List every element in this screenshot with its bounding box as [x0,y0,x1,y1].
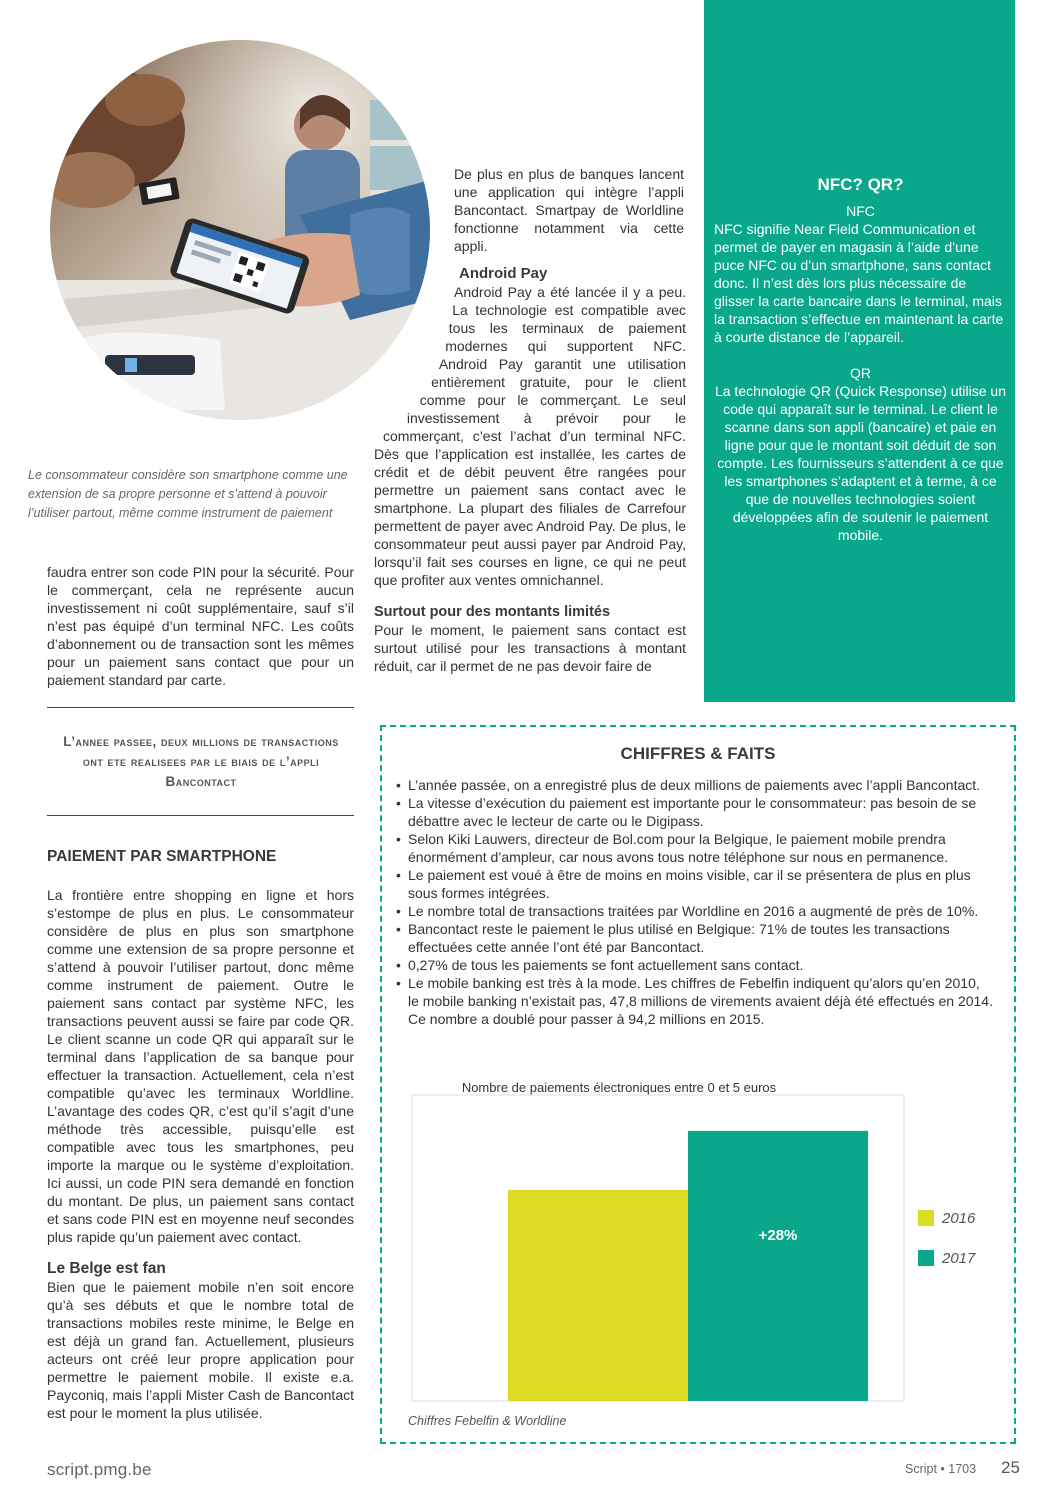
bar-2016 [508,1190,688,1401]
facts-item-text: Le mobile banking est très à la mode. Les chiffres de Febelfin indiquent qu’alors qu’en 2010, le mobile banking n’existait pas, 47,8 millions de virements avaient déjà été effectués en 2014. Ce nombre a doublé pour passer à 94,2 millions en 2015. [408,975,993,1027]
facts-list-item [394,920,994,956]
bullet-icon: • [396,795,401,811]
belge-paragraph: Bien que le paiement mobile n’en soit encore qu’à ses débuts et que le nombre total de transactions mobiles reste minime, le Belge en est déjà un grand fan. Actuellement, plusieurs acteurs ont créé leur propre application pour permettre le paiement mobile. Il existe e.a. Payconiq, mais l’appli Mister Cash de Bancontact est pour le moment la plus utilisée. [47,1279,354,1421]
legend-label-2016: 2016 [942,1210,976,1227]
divider-bottom [47,815,354,816]
facts-item-text: Bancontact reste le paiement le plus utilisé en Belgique: 71% de toutes les transactions effectuées cette année l’ont été par Bancontact. [408,921,950,955]
bar-chart [395,1070,1015,1430]
divider-top [47,707,354,708]
smartphone-paragraph: La frontière entre shopping en ligne et hors s’estompe de plus en plus. Le consommateur considère de plus en plus son smartphone comme une extension de sa propre personne et s’attend à pouvoir l’utiliser partout, donc même comme instrument de paiement. Outre le paiement sans contact par système NFC, les transactions peuvent aussi se faire par code QR. Le client scanne un code QR qui apparaît sur le terminal dans l’application de sa banque pour effectuer la transaction. Actuellement, cela n’est compatible qu’avec les terminaux Worldline. L’avantage des codes QR, c’est qu’il s’agit d’une méthode très accessible, puisqu’elle est compatible avec tous les smartphones, peu importe la marque ou le système d’exploitation. Ici aussi, un code PIN sera demandé en fonction du montant. De plus, un paiement sans contact et sans code PIN est en moyenne neuf secondes plus rapide qu’un paiement avec contact. [47,887,354,1245]
bullet-icon: • [396,867,401,883]
article-column-left-bottom [47,848,354,1422]
qr-text: La technologie QR (Quick Response) utilise un code qui apparaît sur le terminal. Le client le scanne dans son appli (bancaire) et paie en ligne pour que le montant soit déduit de son compte. Les fournisseurs s’attendent à ce que les smartphones s’adaptent et à terme, à ce que de nouvelles technologies soient développées afin de soutenir le paiement mobile. [714,383,1007,543]
facts-item-text: La vitesse d’exécution du paiement est importante pour le consommateur: pas besoin de se débattre avec le lecteur de carte ou le Digipass. [408,795,977,829]
facts-item-text: 0,27% de tous les paiements se font actuellement sans contact. [408,957,804,973]
facts-title: CHIFFRES & FAITS [620,744,776,763]
nfc-qr-sidebar [704,0,1015,702]
chart-source: Chiffres Febelfin & Worldline [408,1414,567,1428]
facts-list-item [394,902,994,920]
chart-bars [508,1131,868,1401]
android-pay-paragraph [374,283,686,589]
photo-caption: Le consommateur considère son smartphone comme une extension de sa propre personne et s’attend à pouvoir l’utiliser partout, même comme instrument de paiement [28,468,348,520]
article-photo [50,40,430,420]
sidebar-title: NFC? QR? [817,175,904,194]
bar-annotation: +28% [758,1227,798,1244]
facts-list-item [394,776,994,794]
page-number: 25 [1001,1458,1020,1477]
footer-url: script.pmg.be [47,1460,152,1479]
qr-label: QR [850,365,871,381]
bullet-icon: • [396,831,401,847]
nfc-text: NFC signifie Near Field Communication et permet de payer en magasin à l’aide d’une puce NFC ou d’un smartphone, sans contact donc. Il n’est dès lors plus nécessaire de glisser la carte bancaire dans le terminal, mais la transaction s’effectue en maintenant la carte à courte distance de l’appareil. [714,221,1004,345]
montants-paragraph: Pour le moment, le paiement sans contact est surtout utilisé pour les transactions à montant réduit, car il permet de ne pas devoir faire de [374,622,686,674]
pull-quote: L’annee passee, deux millions de transactions ont ete realisees par le biais de l’appli Bancontact [63,734,339,789]
facts-list-item [394,830,994,866]
facts-item-text: Le nombre total de transactions traitées par Worldline en 2016 a augmenté de près de 10%. [408,903,979,919]
facts-list-item [394,794,994,830]
bullet-icon: • [396,903,401,919]
nfc-label: NFC [846,203,875,219]
intro-paragraph: De plus en plus de banques lancent une application qui intègre l’appli Bancontact. Smartpay de Worldline fonctionne notamment via cette appli. [454,166,684,254]
android-pay-text: Android Pay a été lancée il y a peu. La technologie est compatible avec tous les terminaux de paiement modernes qui supportent NFC. Android Pay garantit une utilisation entièrement gratuite, pour le client comme pour le commerçant. Le seul investissement à prévoir pour le commerçant, c’est l’achat d’un terminal NFC. Dès que l’application est installée, les cartes de crédit et de débit peuvent être rangées pour permettre un paiement sans contact avec le smartphone. La plupart des filiales de Carrefour permettent de payer avec Android Pay. De plus, le consommateur peut aussi payer par Android Pay, lorsqu’il fait ses courses en ligne, ce qui ne peut que profiter aux ventes omnichannel. [374,284,686,588]
facts-list-item [394,974,994,1028]
facts-item-text: L’année passée, on a enregistré plus de deux millions de paiements avec l’appli Bancontact. [408,777,981,793]
bar-2017 [688,1131,868,1401]
facts-item-text: Selon Kiki Lauwers, directeur de Bol.com pour la Belgique, le paiement mobile prendra énormément d’ampleur, car nous avons tous notre téléphone sur nous en permanence. [408,831,949,865]
chart-legend [918,1210,976,1267]
section-heading-smartphone: PAIEMENT PAR SMARTPHONE [47,848,277,865]
legend-label-2017: 2017 [942,1250,976,1267]
bullet-icon: • [396,777,401,793]
montants-heading: Surtout pour des montants limités [374,604,611,620]
facts-list-item [394,866,994,902]
facts-item-text: Le paiement est voué à être de moins en moins visible, car il se présentera de plus en plus sous formes intégrées. [408,867,971,901]
bullet-icon: • [396,921,401,937]
legend-swatch-2016 [918,1210,934,1226]
legend-swatch-2017 [918,1250,934,1266]
section-heading-belge: Le Belge est fan [47,1260,166,1277]
chart-title: Nombre de paiements électroniques entre 0 et 5 euros [461,1080,777,1095]
android-pay-heading: Android Pay [459,265,548,282]
facts-list [394,776,994,1028]
bullet-icon: • [396,957,401,973]
facts-list-item [394,956,994,974]
article-column-middle [374,165,686,675]
smartphone-payment-illustration [50,40,430,420]
bullet-icon: • [396,975,401,991]
footer-issue: Script • 1703 [905,1462,977,1476]
article-column-left-top: faudra entrer son code PIN pour la sécurité. Pour le commerçant, cela ne représente aucun investissement ni coût supplémentaire, sauf s’il n’est pas équipé d’un terminal NFC. Les coûts d’abonnement ou de transaction sont les mêmes pour un paiement sans contact que pour un paiement standard par carte. [47,564,354,688]
